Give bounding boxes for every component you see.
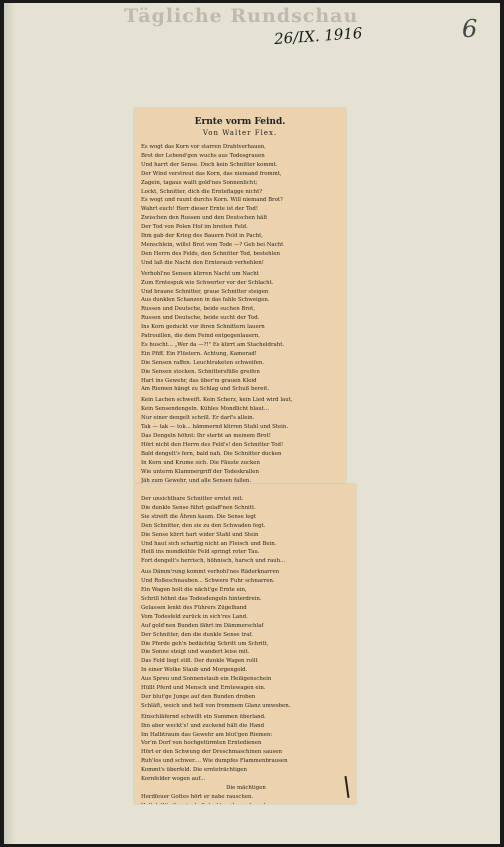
poem-line: Verhohl'ne Sensen klirren Nacht um Nacht [141,270,259,277]
poem-line: Nur einer dengelt schrill. Er darf's allein. [141,415,255,422]
poem-line: Kein Sensendengeln. Kühles Mondlicht blaut... [141,406,270,413]
poem-line: Aus Spreu und Sonnenstaub ein Heiligenschein [141,676,272,683]
poem-line: Der Wind verstreut das Korn, das niemand frommt, [141,170,282,177]
poem-line: Und harrt der Sense. Doch kein Schnitter kommt. [141,161,278,168]
poem-line: Patrouillen, die dem Feind entgegenlauern. [141,333,260,340]
poem-line: Die Sense klirrt hart wider Stahl und Stein [141,531,259,538]
poem-line: Hört nicht den Herrn des Feld's! den Schnitter Tod! [141,441,284,448]
poem-line: Russen und Deutsche, beide suchen Brot, [141,306,256,313]
poem-line: Menschlein, willst Brot vom Tode —? Geh bei Nacht [141,241,284,248]
clipping-part-2 [134,484,356,804]
poem-line: Einschläfernd schwillt ein Summen überland. [141,713,266,720]
poem-column-2 [134,484,356,804]
poem-line: In Korn und Krume sich. Die Fäuste zucken [141,459,260,466]
poem-line: Am Riemen hängt zu Schlag und Schuß bereit. [141,386,270,393]
poem-line: Tak — tak — tok... hämmernd klirren Stahl und Stein. [141,424,289,431]
poem-line: Die Pferde geh'n bedächtig Schritt um Schritt, [141,640,269,647]
poem-line: Den Schnitter, den sie zu den Schwaden fegt. [141,522,266,529]
poem-line: Den Herrn des Felds, den Schnitter Tod, bestehlen [141,250,280,257]
poem-line: Vom Todesfeld zurück in sich'res Land. [141,613,248,620]
poem-line: Auf gold'nen Bunden fährt im Dämmerschlaf [141,622,264,629]
poem-line: Das Dengeln höhnt: Ihr sterbt an meinem Brot! [141,433,271,439]
poem-line: Das Feld liegt still. Der dunkle Wagen rollt [141,658,258,665]
poem-line: Die Sensen stocken. Schnittersfüße greifen [141,368,260,375]
handwritten-page-number: 6 [462,15,478,43]
poem-line: Fort dengelt's herrisch, höhnisch, harsch und rauh... [141,558,286,565]
poem-line: Die mächtigen [226,785,266,791]
poem-line: Hüllt Pferd und Mensch und Erntewagen ein. [141,685,266,692]
poem-line: Und Roßeschnauben... Schwere Fuhr schnarren. [141,578,275,585]
poem-line: Hart ins Gewehr, das über'm grauen Kleid [141,377,257,384]
poem-line: Zum Erntespuk wie Schwerter vor der Schlacht. [141,279,274,286]
poem-line: Zwischen den Russen und den Deutschen hält [141,215,268,222]
poem-line: Wahrt euch! Herr dieser Ernte ist der Tod! [141,206,259,213]
poem-line: Schrill höhnt das Todesdengeln hinterdrein. [141,595,262,602]
poem-line: Die Sonne steigt und wandert leise mit. [141,649,250,656]
poem-line: Aus Dämm'rung kommt verhohl'nes Räderknarren [141,569,280,576]
poem-line: Aus dunklen Schanzen in das fahle Schweigen. [141,297,270,304]
poem-line: Und braune Schnitter, graue Schnitter steigen [141,288,269,295]
clipping-part-1 [134,108,346,483]
poem-line: Die Sensen raffen. Leuchtraketen schweifen. [141,359,265,366]
poem-line: Es huscht... „Wer da —?!" Es klirrt am Stacheldraht. [141,341,285,348]
poem-line: In einer Wolke Staub und Morgengold. [141,667,248,674]
poem-line: Im Halbtraum das Gewehr am blut'gen Riemen: [141,731,273,738]
poem-line: Heiß ins mondkühle Feld springt roter Tau. [141,549,260,556]
poem-line: Zagein, tagaus wallt gold'nes Sonnenlicht; [141,179,258,186]
poem-line: Vor'm Dorf von hochgetürmten Erntedienen [141,740,262,747]
poem-line: Ein Pfiff. Ein Flüstern. Achtung, Kamerad! [141,350,257,357]
poem-line: Ihm gab der Krieg des Bauern Feld in Pacht, [141,233,263,240]
poem-line: Ein Wagen holt die nächt'ge Ernte ein, [141,587,247,594]
poem-line: Die dunkle Sense führt gelaff'nen Schnitt. [141,504,256,511]
poem-line: Und haut sich schartig nicht an Fleisch und Bein. [141,540,277,547]
poem-line: Kein Lachen schweift. Kein Scherz, kein Lied wird laut, [141,397,293,404]
poem-line: Jäh zum Gewehr, und alle Sensen fallen. [141,477,252,483]
poem-line: Kommt's überfeld. Die ernteträchtigen [141,767,247,774]
poem-author: Von Walter Flex. [202,129,278,137]
poem-line: Schläft, weich und hell von frommem Glanz umwoben. [141,702,291,709]
poem-column-1 [134,143,346,483]
poem-line [141,802,351,804]
poem-line: Sie streift die Ähren kaum. Die Sense legt [141,513,257,520]
poem-line: Es wogt das Korn vor starren Drahtverhauen, [141,144,266,150]
poem-line: Der unsichtbare Schnitter erntet mit. [141,496,244,502]
poem-line: Russen und Deutsche, beide sucht der Tod. [141,315,260,322]
poem-line: Und laß die Nacht den Ernteraub verhehlen! [141,259,264,266]
handwritten-date: 26/IX. 1916 [273,23,363,49]
poem-line: Brot der Lebend'gen wuchs aus Todesgrauen [141,152,265,159]
poem-line: Der Tod von Polen Hof im breiten Feld. [141,224,248,231]
poem-title: Ernte vorm Feind. [194,117,286,127]
poem-line: Der blut'ge Junge auf den Bunden droben [141,693,256,700]
poem-line: Kornfelder wogen auf... [141,776,206,783]
poem-line: Lockt, Schnitter, dich die Ernteflagge nicht? [141,188,263,195]
poem-line: Ins Korn geduckt vor ihren Schnittern lauern [141,324,265,331]
poem-line: Es wogt und raunt durchs Korn. Will niemand Brot? [141,197,283,204]
poem-line: Gelassen lenkt des Führers Zügelhand [141,604,247,611]
poem-line: Der Schnitter, den die dunkle Sense traf. [141,631,253,638]
poem-line: Herdfeuer Gottes hört er nahe rauschen. [141,793,254,800]
poem-line: Ihn aber weckt's! und zuckend hält die Hand [141,722,265,729]
newspaper-masthead: Tägliche Rundschau [124,5,359,27]
poem-line: Wie unterm Klammergriff der Todeskrallen [141,468,259,475]
poem-line: Ruh'los und schwer.... Wie dumpfes Flammenbrausen [141,758,288,765]
poem-line: Hört er den Schwung der Dreschmaschinen sausen [141,749,282,756]
poem-line: Bald dengelt's fern, bald nah. Die Schnitter ducken [141,450,282,457]
